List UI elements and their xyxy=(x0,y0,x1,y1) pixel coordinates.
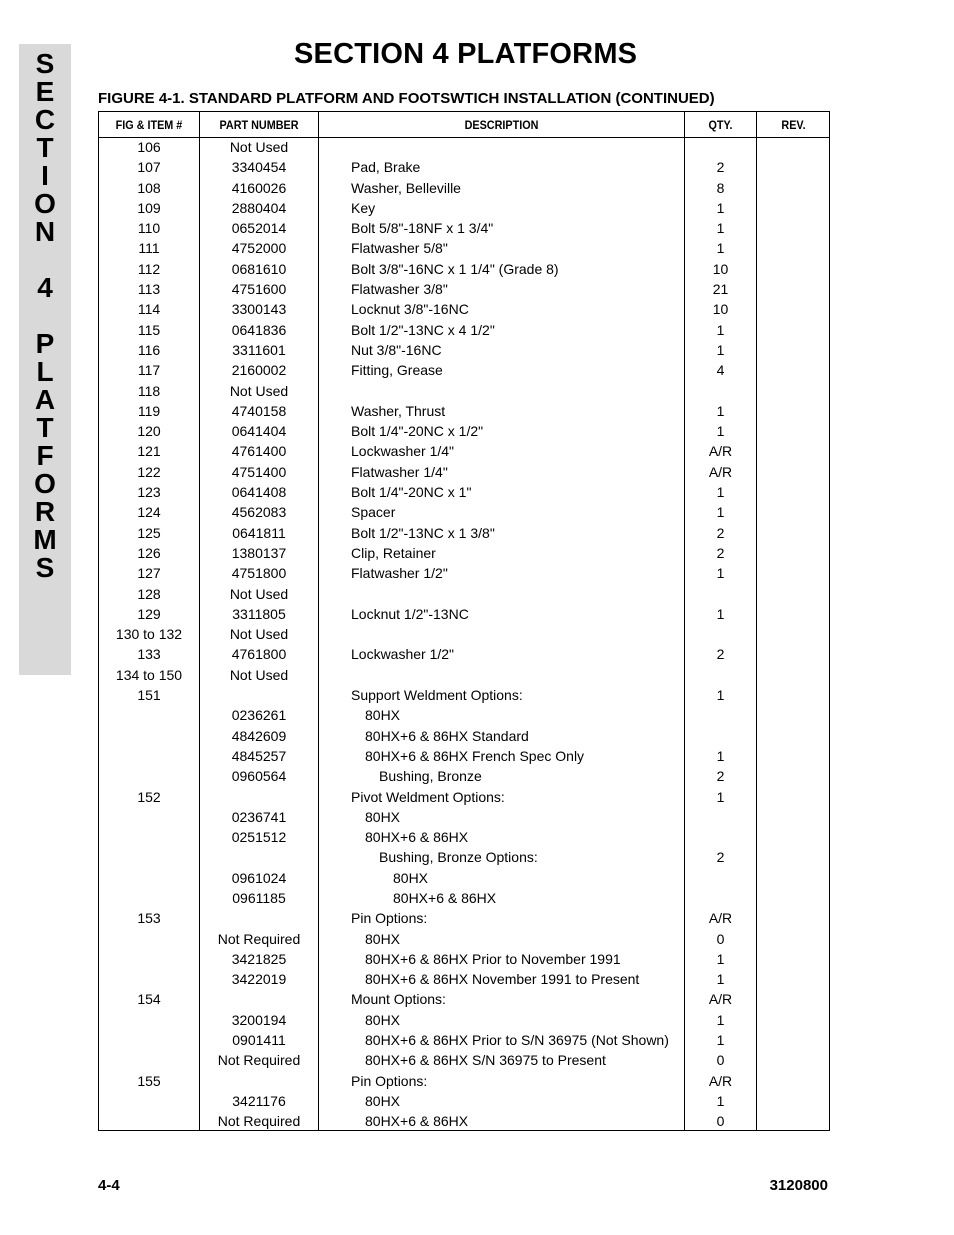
table-row xyxy=(99,686,829,706)
part-number-cell: 3311601 xyxy=(232,341,286,358)
part-number-cell: Not Used xyxy=(229,382,289,399)
description-cell: Pin Options: xyxy=(351,1072,428,1089)
fig-item-cell xyxy=(99,930,199,950)
table-row xyxy=(99,564,829,584)
fig-item-cell xyxy=(99,828,199,848)
side-tab-letter: E xyxy=(35,76,55,107)
table-row xyxy=(99,442,829,462)
fig-item-cell xyxy=(99,970,199,990)
table-row xyxy=(99,1112,829,1132)
fig-item-cell: 134 to 150 xyxy=(115,666,183,683)
fig-item-cell xyxy=(99,747,199,767)
part-number-cell: 4845257 xyxy=(231,747,287,764)
section-side-tab xyxy=(19,44,71,675)
fig-item-cell xyxy=(99,889,199,909)
qty-cell xyxy=(685,625,756,645)
part-number-cell: 3300143 xyxy=(231,301,287,318)
qty-cell xyxy=(685,138,756,158)
qty-cell: 10 xyxy=(712,260,729,277)
fig-item-cell: 120 xyxy=(137,423,161,440)
qty-cell: 1 xyxy=(716,484,725,501)
header-part-number: PART NUMBER xyxy=(219,118,299,132)
description-cell: Mount Options: xyxy=(351,991,446,1008)
part-number-cell: 3311805 xyxy=(232,605,286,622)
header-qty: QTY. xyxy=(708,118,733,132)
part-number-cell: 0960564 xyxy=(231,768,287,785)
side-tab-letter: A xyxy=(34,384,56,415)
qty-cell xyxy=(685,706,756,726)
qty-cell: 1 xyxy=(716,747,725,764)
qty-cell: 8 xyxy=(716,179,725,196)
qty-cell: 2 xyxy=(716,159,725,176)
qty-cell: 0 xyxy=(716,1052,725,1069)
part-number-cell: 4842609 xyxy=(231,727,287,744)
part-number-cell: 2880404 xyxy=(231,199,287,216)
table-row xyxy=(99,848,829,868)
fig-item-cell: 124 xyxy=(137,504,161,521)
fig-item-cell: 117 xyxy=(137,362,161,379)
table-row xyxy=(99,889,829,909)
fig-item-cell: 153 xyxy=(137,910,161,927)
table-row xyxy=(99,727,829,747)
description-cell: Flatwasher 3/8" xyxy=(351,281,448,298)
qty-cell xyxy=(685,828,756,848)
description-cell: 80HX+6 & 86HX S/N 36975 to Present xyxy=(365,1052,606,1069)
table-body xyxy=(99,138,829,1133)
fig-item-cell: 122 xyxy=(137,463,161,480)
description-cell: 80HX+6 & 86HX xyxy=(365,1113,469,1130)
part-number-cell: Not Used xyxy=(229,666,289,683)
table-row xyxy=(99,524,829,544)
qty-cell xyxy=(685,382,756,402)
side-tab-letter: F xyxy=(36,440,54,471)
parts-table xyxy=(98,111,830,1131)
table-row xyxy=(99,747,829,767)
description-cell: 80HX xyxy=(393,869,429,886)
qty-cell: 1 xyxy=(716,321,725,338)
qty-cell: 1 xyxy=(716,504,725,521)
table-row xyxy=(99,1051,829,1071)
side-tab-letter: I xyxy=(41,160,49,191)
side-tab-letter: S xyxy=(35,552,55,583)
description-cell: 80HX+6 & 86HX French Spec Only xyxy=(365,747,585,764)
table-row xyxy=(99,625,829,645)
qty-cell xyxy=(685,727,756,747)
table-row xyxy=(99,788,829,808)
side-tab-letter: L xyxy=(36,356,54,387)
table-row xyxy=(99,645,829,665)
fig-item-cell: 114 xyxy=(137,301,161,318)
fig-item-cell xyxy=(99,848,199,868)
fig-item-cell: 112 xyxy=(137,260,161,277)
description-cell: Fitting, Grease xyxy=(351,362,443,379)
side-tab-letter: M xyxy=(33,524,57,555)
description-cell: 80HX xyxy=(365,1011,401,1028)
side-tab-letter: O xyxy=(34,188,56,219)
table-row xyxy=(99,483,829,503)
description-cell: Locknut 3/8"-16NC xyxy=(351,301,469,318)
qty-cell: 0 xyxy=(716,930,725,947)
part-number-cell: Not Required xyxy=(217,930,301,947)
description-cell: Bolt 1/2"-13NC x 4 1/2" xyxy=(351,321,495,338)
qty-cell: A/R xyxy=(708,910,733,927)
part-number-cell: Not Used xyxy=(229,139,289,155)
page-number: 4-4 xyxy=(98,1177,120,1194)
fig-item-cell: 152 xyxy=(137,788,161,805)
part-number-cell: 3421825 xyxy=(231,950,287,967)
qty-cell: 21 xyxy=(712,281,729,298)
table-row xyxy=(99,544,829,564)
qty-cell: 1 xyxy=(716,565,725,582)
description-cell xyxy=(351,625,685,645)
table-row xyxy=(99,321,829,341)
table-row xyxy=(99,1031,829,1051)
table-row xyxy=(99,1072,829,1092)
table-row xyxy=(99,402,829,422)
description-cell: 80HX xyxy=(365,930,401,947)
description-cell: Flatwasher 5/8" xyxy=(351,240,448,257)
part-number-cell: 0961185 xyxy=(232,889,286,906)
table-row xyxy=(99,138,829,158)
description-cell: Lockwasher 1/4" xyxy=(351,443,455,460)
table-row xyxy=(99,219,829,239)
fig-item-cell: 123 xyxy=(137,484,161,501)
table-row xyxy=(99,158,829,178)
header-rev: REV. xyxy=(781,118,806,132)
table-row xyxy=(99,585,829,605)
fig-item-cell xyxy=(99,1112,199,1132)
table-row xyxy=(99,930,829,950)
qty-cell: 1 xyxy=(716,341,725,358)
part-number-cell: 0641836 xyxy=(231,321,287,338)
description-cell: Bolt 1/2"-13NC x 1 3/8" xyxy=(351,524,495,541)
part-number-cell xyxy=(200,686,318,706)
part-number-cell: 0681610 xyxy=(231,260,287,277)
qty-cell: A/R xyxy=(708,1072,733,1089)
part-number-cell: 3422019 xyxy=(231,971,287,988)
description-cell: Spacer xyxy=(351,504,396,521)
qty-cell xyxy=(685,808,756,828)
part-number-cell: 0236261 xyxy=(231,707,287,724)
table-row xyxy=(99,239,829,259)
description-cell: Bolt 5/8"-18NF x 1 3/4" xyxy=(351,220,494,237)
fig-item-cell xyxy=(99,1011,199,1031)
figure-caption: FIGURE 4-1. STANDARD PLATFORM AND FOOTSWTICH INSTALLATION (CONTINUED) xyxy=(98,90,715,107)
part-number-cell: Not Required xyxy=(217,1113,301,1130)
qty-cell: 1 xyxy=(716,220,725,237)
description-cell: Flatwasher 1/4" xyxy=(351,463,448,480)
fig-item-cell xyxy=(99,869,199,889)
qty-cell: 1 xyxy=(716,788,725,805)
qty-cell: 1 xyxy=(716,423,725,440)
qty-cell: A/R xyxy=(708,463,733,480)
description-cell: Bushing, Bronze Options: xyxy=(379,849,538,866)
qty-cell: 2 xyxy=(716,849,725,866)
description-cell: 80HX+6 & 86HX November 1991 to Present xyxy=(365,971,640,988)
description-cell: 80HX+6 & 86HX Prior to S/N 36975 (Not Shown) xyxy=(365,1032,669,1049)
qty-cell: 0 xyxy=(716,1113,725,1130)
fig-item-cell: 128 xyxy=(137,585,161,602)
table-row xyxy=(99,828,829,848)
description-cell: Washer, Thrust xyxy=(351,402,446,419)
table-row xyxy=(99,422,829,442)
fig-item-cell: 121 xyxy=(137,443,161,460)
table-row xyxy=(99,1011,829,1031)
description-cell: 80HX+6 & 86HX Standard xyxy=(365,727,529,744)
fig-item-cell: 110 xyxy=(137,220,161,237)
qty-cell: 1 xyxy=(716,402,725,419)
qty-cell: 1 xyxy=(716,1092,725,1109)
fig-item-cell: 119 xyxy=(137,402,161,419)
part-number-cell: 2160002 xyxy=(231,362,287,379)
table-row xyxy=(99,341,829,361)
part-number-cell: 0251512 xyxy=(231,829,287,846)
description-cell: Bushing, Bronze xyxy=(379,768,482,785)
fig-item-cell xyxy=(99,727,199,747)
part-number-cell: Not Required xyxy=(217,1052,301,1069)
table-row xyxy=(99,300,829,320)
part-number-cell xyxy=(200,848,318,868)
part-number-cell: 4562083 xyxy=(231,504,287,521)
part-number-cell: 3340454 xyxy=(231,159,287,176)
side-tab-letter: T xyxy=(36,412,54,443)
side-tab-letter: C xyxy=(34,104,56,135)
description-cell: Support Weldment Options: xyxy=(351,687,523,704)
fig-item-cell: 127 xyxy=(137,565,161,582)
fig-item-cell: 154 xyxy=(137,991,161,1008)
side-tab-letter: T xyxy=(36,132,54,163)
description-cell xyxy=(351,382,685,402)
part-number-cell: 0961024 xyxy=(231,869,287,886)
fig-item-cell: 126 xyxy=(137,544,161,561)
document-number: 3120800 xyxy=(769,1177,828,1194)
table-row xyxy=(99,280,829,300)
table-row xyxy=(99,605,829,625)
table-header xyxy=(99,112,829,138)
page-title: SECTION 4 PLATFORMS xyxy=(294,38,638,70)
qty-cell: A/R xyxy=(708,443,733,460)
description-cell xyxy=(351,666,685,686)
qty-cell xyxy=(685,585,756,605)
table-row xyxy=(99,463,829,483)
qty-cell: 1 xyxy=(716,687,725,704)
side-tab-letter: R xyxy=(34,496,56,527)
fig-item-cell: 115 xyxy=(137,321,161,338)
part-number-cell: 0236741 xyxy=(231,808,287,825)
description-cell: Bolt 1/4"-20NC x 1" xyxy=(351,484,472,501)
fig-item-cell: 111 xyxy=(138,240,160,257)
table-row xyxy=(99,970,829,990)
part-number-cell xyxy=(200,909,318,929)
description-cell: Pin Options: xyxy=(351,910,428,927)
description-cell: Bolt 3/8"-16NC x 1 1/4" (Grade 8) xyxy=(351,260,559,277)
qty-cell: 1 xyxy=(716,950,725,967)
table-row xyxy=(99,909,829,929)
fig-item-cell: 130 to 132 xyxy=(115,626,183,643)
fig-item-cell: 106 xyxy=(137,139,161,155)
side-tab-letter: P xyxy=(35,328,55,359)
side-tab-letter: S xyxy=(35,48,55,79)
part-number-cell: 4740158 xyxy=(231,402,287,419)
side-tab-letters xyxy=(19,50,71,582)
fig-item-cell xyxy=(99,808,199,828)
table-row xyxy=(99,666,829,686)
table-row xyxy=(99,361,829,381)
qty-cell: 1 xyxy=(716,1032,725,1049)
description-cell: Lockwasher 1/2" xyxy=(351,646,455,663)
qty-cell: A/R xyxy=(708,991,733,1008)
part-number-cell: 3421176 xyxy=(232,1092,286,1109)
part-number-cell xyxy=(200,1072,318,1092)
fig-item-cell: 151 xyxy=(137,687,161,704)
description-cell: Nut 3/8"-16NC xyxy=(351,341,442,358)
fig-item-cell: 107 xyxy=(137,159,161,176)
description-cell xyxy=(351,138,685,158)
description-cell: 80HX xyxy=(365,808,401,825)
description-cell: Pivot Weldment Options: xyxy=(351,788,505,805)
part-number-cell: Not Used xyxy=(229,626,289,643)
fig-item-cell: 125 xyxy=(137,524,161,541)
qty-cell: 2 xyxy=(716,768,725,785)
fig-item-cell: 118 xyxy=(137,382,161,399)
part-number-cell: 4761400 xyxy=(231,443,287,460)
description-cell: Bolt 1/4"-20NC x 1/2" xyxy=(351,423,484,440)
part-number-cell xyxy=(200,990,318,1010)
qty-cell: 2 xyxy=(716,544,725,561)
fig-item-cell xyxy=(99,950,199,970)
fig-item-cell xyxy=(99,767,199,787)
description-cell: 80HX+6 & 86HX xyxy=(365,829,469,846)
description-cell: Flatwasher 1/2" xyxy=(351,565,448,582)
description-cell xyxy=(351,585,685,605)
part-number-cell: 0641408 xyxy=(231,484,287,501)
qty-cell: 1 xyxy=(716,605,725,622)
fig-item-cell: 109 xyxy=(137,199,161,216)
part-number-cell: 0641404 xyxy=(231,423,287,440)
description-cell: Pad, Brake xyxy=(351,159,421,176)
description-cell: 80HX xyxy=(365,707,401,724)
side-tab-letter: N xyxy=(34,216,56,247)
part-number-cell: 0901411 xyxy=(232,1032,286,1049)
fig-item-cell: 133 xyxy=(137,646,161,663)
description-cell: 80HX+6 & 86HX xyxy=(393,889,497,906)
table-row xyxy=(99,990,829,1010)
header-fig-item: FIG & ITEM # xyxy=(115,118,183,132)
fig-item-cell: 108 xyxy=(137,179,161,196)
table-row xyxy=(99,950,829,970)
fig-item-cell xyxy=(99,1051,199,1071)
fig-item-cell: 155 xyxy=(137,1072,161,1089)
description-cell: Locknut 1/2"-13NC xyxy=(351,605,469,622)
side-tab-letter: O xyxy=(34,468,56,499)
part-number-cell: 4751600 xyxy=(231,281,287,298)
qty-cell: 4 xyxy=(716,362,725,379)
part-number-cell xyxy=(200,788,318,808)
description-cell: 80HX xyxy=(365,1092,401,1109)
part-number-cell: 4752000 xyxy=(231,240,287,257)
side-tab-letter: 4 xyxy=(37,272,53,303)
fig-item-cell xyxy=(99,1031,199,1051)
part-number-cell: 4751400 xyxy=(231,463,287,480)
fig-item-cell: 129 xyxy=(137,605,161,622)
qty-cell xyxy=(685,889,756,909)
fig-item-cell: 116 xyxy=(137,341,161,358)
table-row xyxy=(99,1092,829,1112)
part-number-cell: 4751800 xyxy=(231,565,287,582)
table-row xyxy=(99,869,829,889)
qty-cell: 2 xyxy=(716,524,725,541)
table-row xyxy=(99,503,829,523)
table-row xyxy=(99,767,829,787)
qty-cell xyxy=(685,869,756,889)
part-number-cell: Not Used xyxy=(229,585,289,602)
table-row xyxy=(99,706,829,726)
qty-cell: 1 xyxy=(716,971,725,988)
part-number-cell: 4160026 xyxy=(231,179,287,196)
part-number-cell: 4761800 xyxy=(231,646,287,663)
part-number-cell: 1380137 xyxy=(231,544,287,561)
qty-cell xyxy=(685,666,756,686)
qty-cell: 1 xyxy=(716,1011,725,1028)
description-cell: Clip, Retainer xyxy=(351,544,436,561)
qty-cell: 1 xyxy=(716,199,725,216)
qty-cell: 2 xyxy=(716,646,725,663)
qty-cell: 10 xyxy=(712,301,729,318)
part-number-cell: 0641811 xyxy=(232,524,286,541)
fig-item-cell xyxy=(99,1092,199,1112)
qty-cell: 1 xyxy=(716,240,725,257)
part-number-cell: 3200194 xyxy=(231,1011,287,1028)
description-cell: 80HX+6 & 86HX Prior to November 1991 xyxy=(365,950,621,967)
table-row xyxy=(99,382,829,402)
fig-item-cell xyxy=(99,706,199,726)
description-cell: Washer, Belleville xyxy=(351,179,461,196)
table-row xyxy=(99,260,829,280)
description-cell: Key xyxy=(351,199,376,216)
part-number-cell: 0652014 xyxy=(231,220,287,237)
table-row xyxy=(99,808,829,828)
table-row xyxy=(99,179,829,199)
table-row xyxy=(99,199,829,219)
fig-item-cell: 113 xyxy=(137,281,161,298)
header-description: DESCRIPTION xyxy=(464,118,539,132)
